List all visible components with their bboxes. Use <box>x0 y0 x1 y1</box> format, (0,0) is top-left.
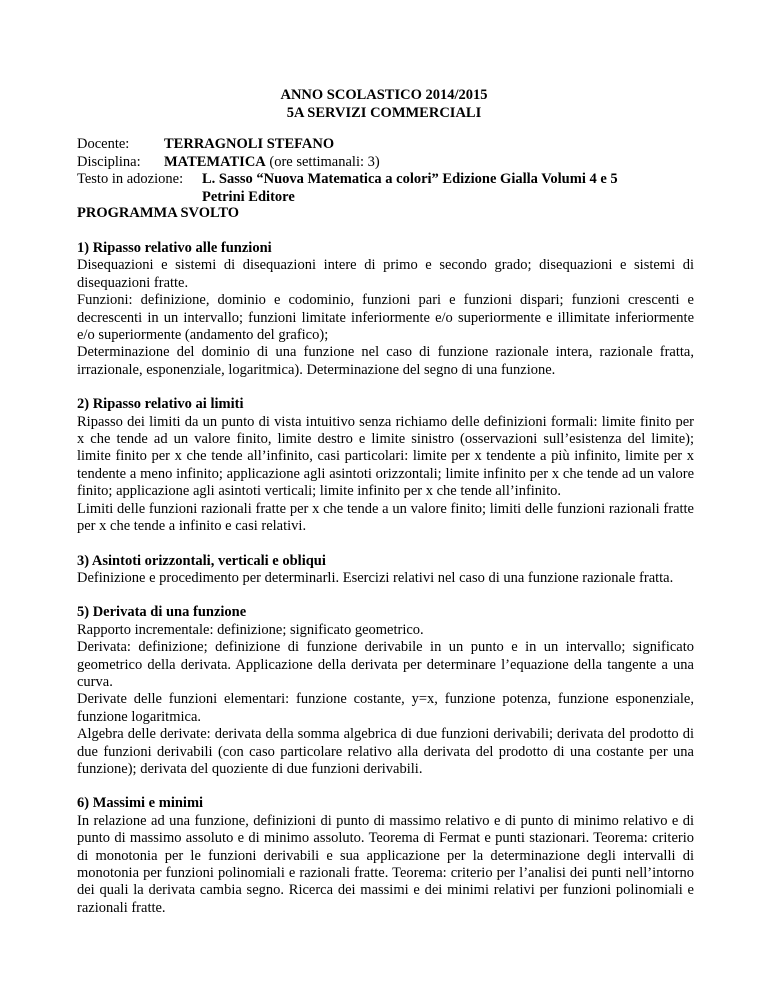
testo-value: L. Sasso “Nuova Matematica a colori” Edizione Gialla Volumi 4 e 5 <box>202 171 618 187</box>
testo-row <box>77 171 697 189</box>
section-paragraph: Determinazione del dominio di una funzione nel caso di funzione razionale intera, razionale fratta, irrazionale, esponenziale, logaritmica). Determinazione del segno di una funzione. <box>77 344 694 378</box>
program-content <box>77 240 694 934</box>
section-derivata <box>77 604 694 778</box>
section-title: 2) Ripasso relativo ai limiti <box>77 396 244 413</box>
section-title: 1) Ripasso relativo alle funzioni <box>77 240 272 256</box>
docente-label: Docente: <box>77 136 130 152</box>
section-paragraph: Derivata: definizione; definizione di funzione derivabile in un punto e in un intervallo; significato geometrico della derivata. Applicazione della derivata per determinare l’equazione della tangente a una curva. <box>77 639 694 690</box>
section-paragraph: In relazione ad una funzione, definizioni di punto di massimo relativo e di punto di minimo relativo e di punto di massimo assoluto e di minimo assoluto. Teorema di Fermat e punti stazionari. Teorema: criterio di monotonia per le funzioni derivabili e sua applicazione per la determinazione degli intervalli di monotonia per funzioni polinomiali e razionali fratte. Teorema: criterio per l’analisi dei punti nell’intorno dei quali la derivata cambia segno. Ricerca dei massimi e dei minimi relativi per funzioni polinomiali e razionali fratte. <box>77 812 694 916</box>
section-paragraph: Definizione e procedimento per determinarli. Esercizi relativi nel caso di una funzione razionale fratta. <box>77 569 674 586</box>
section-paragraph: Ripasso dei limiti da un punto di vista intuitivo senza richiamo delle definizioni formali: limite finito per x che tende ad un valore finito, limite destro e limite sinistro (osservazioni sull’esistenza del limite); limite finito per x che tende all’infinito, casi particolari: limite per x tendente a più infinito, limite per x tendente a meno infinito; applicazione agli asintoti orizzontali; limite infinito per x che tende ad un valore finito; applicazione agli asintoti verticali; limite infinito per x che tende all’infinito. <box>77 413 694 500</box>
disciplina-label: Disciplina: <box>77 153 141 170</box>
document-header <box>0 86 768 122</box>
docente-row <box>77 136 697 154</box>
section-paragraph: Funzioni: definizione, dominio e codominio, funzioni pari e funzioni dispari; funzioni crescenti e decrescenti in un intervallo; funzioni limitate inferiormente e/o superiormente e illimitate inferiormente e/o superiormente (andamento del grafico); <box>77 292 694 344</box>
section-massimi-minimi <box>77 795 694 917</box>
testo-label: Testo in adozione: <box>77 171 184 187</box>
section-paragraph: Limiti delle funzioni razionali fratte per x che tende a un valore finito; limiti delle funzioni razionali fratte per x che tende a infinito e casi relativi. <box>77 500 694 535</box>
section-ripasso-funzioni <box>77 240 694 379</box>
section-title: 5) Derivata di una funzione <box>77 604 247 621</box>
section-title: 3) Asintoti orizzontali, verticali e obliqui <box>77 552 326 569</box>
disciplina-note: (ore settimanali: 3) <box>265 153 380 170</box>
docente-value: TERRAGNOLI STEFANO <box>164 136 335 152</box>
section-paragraph: Rapporto incrementale: definizione; significato geometrico. <box>77 621 424 638</box>
class-heading: 5A SERVIZI COMMERCIALI <box>286 105 482 121</box>
disciplina-value: MATEMATICA <box>164 153 266 170</box>
section-ripasso-limiti <box>77 396 694 535</box>
testo-publisher: Petrini Editore <box>202 188 295 205</box>
section-paragraph: Derivate delle funzioni elementari: funzione costante, y=x, funzione potenza, funzione esponenziale, funzione logaritmica. <box>77 691 694 725</box>
program-title: PROGRAMMA SVOLTO <box>77 205 240 221</box>
school-year-heading: ANNO SCOLASTICO 2014/2015 <box>280 87 488 103</box>
section-asintoti <box>77 553 694 588</box>
section-paragraph: Disequazioni e sistemi di disequazioni intere di primo e secondo grado; disequazioni e sistemi di disequazioni fratte. <box>77 257 694 291</box>
disciplina-row <box>77 154 697 172</box>
section-paragraph: Algebra delle derivate: derivata della somma algebrica di due funzioni derivabili; derivata del prodotto di due funzioni derivabili (con caso particolare relativo alla derivata del prodotto di una costante per una funzione); derivata del quoziente di due funzioni derivabili. <box>77 726 694 777</box>
course-info <box>77 136 697 206</box>
section-title: 6) Massimi e minimi <box>77 795 204 812</box>
